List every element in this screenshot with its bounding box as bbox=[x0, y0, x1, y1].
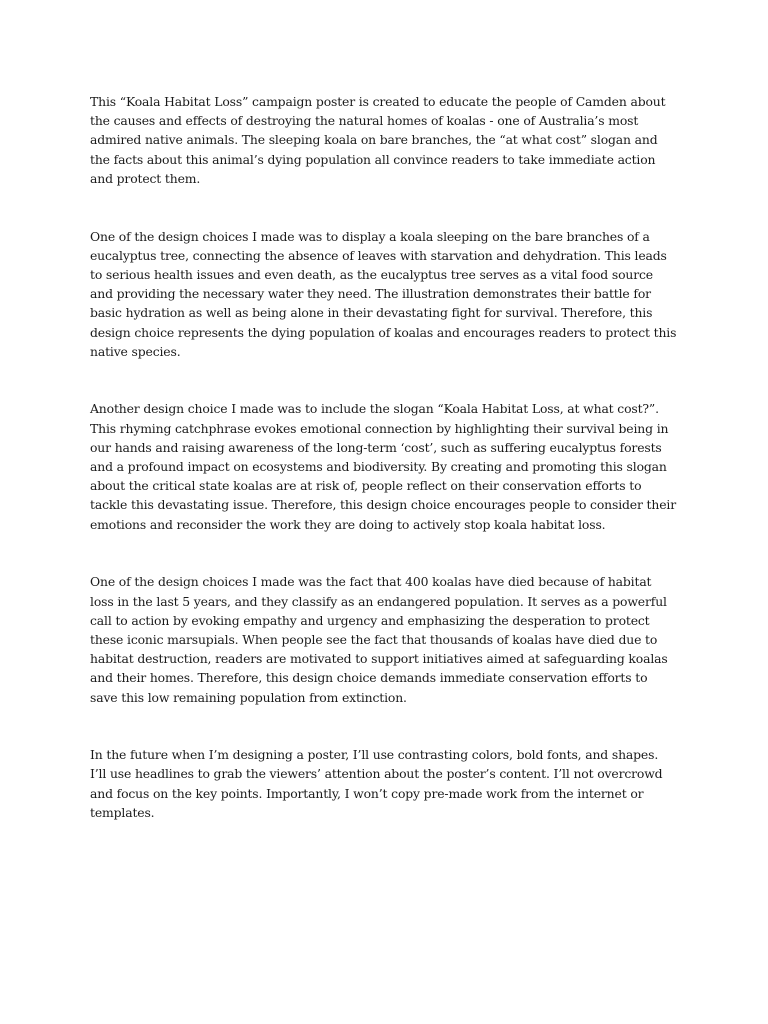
document-body bbox=[90, 92, 678, 861]
paragraph-design-choice-slogan: Another design choice I made was to include the slogan “Koala Habitat Loss, at what cost?”. This rhyming catchphrase evokes emotional connection by highlighting their survival being in our hands and raising awareness of the long-term ‘cost’, such as suffering eucalyptus forests and a profound impact on ecosystems and biodiversity. By creating and promoting this slogan about the critical state koalas are at risk of, people reflect on their conservation efforts to tackle this devastating issue. Therefore, this design choice encourages people to consider their emotions and reconsider the work they are doing to actively stop koala habitat loss. bbox=[90, 401, 676, 532]
paragraph-design-choice-facts: One of the design choices I made was the fact that 400 koalas have died because of habitat loss in the last 5 years, and they classify as an endangered population. It serves as a powerful call to action by evoking empathy and urgency and emphasizing the desperation to protect these iconic marsupials. When people see the fact that thousands of koalas have died due to habitat destruction, readers are motivated to support initiatives aimed at safeguarding koalas and their homes. Therefore, this design choice demands immediate conservation efforts to save this low remaining population from extinction. bbox=[90, 574, 668, 705]
paragraph-intro: This “Koala Habitat Loss” campaign poster is created to educate the people of Camden about the causes and effects of destroying the natural homes of koalas - one of Australia’s most admired native animals. The sleeping koala on bare branches, the “at what cost” slogan and the facts about this animal’s dying population all convince readers to take immediate action and protect them. bbox=[90, 94, 666, 186]
paragraph-design-choice-koala-branches: One of the design choices I made was to display a koala sleeping on the bare branches of a eucalyptus tree, connecting the absence of leaves with starvation and dehydration. This leads to serious health issues and even death, as the eucalyptus tree serves as a vital food source and providing the necessary water they need. The illustration demonstrates their battle for basic hydration as well as being alone in their devastating fight for survival. Therefore, this design choice represents the dying population of koalas and encourages readers to protect this native species. bbox=[90, 228, 677, 359]
paragraph-future-reflection: In the future when I’m designing a poster, I’ll use contrasting colors, bold fonts, and shapes. I’ll use headlines to grab the viewers’ attention about the poster’s content. I’ll not overcrowd and focus on the key points. Importantly, I won’t copy pre-made work from the internet or templates. bbox=[90, 747, 663, 820]
